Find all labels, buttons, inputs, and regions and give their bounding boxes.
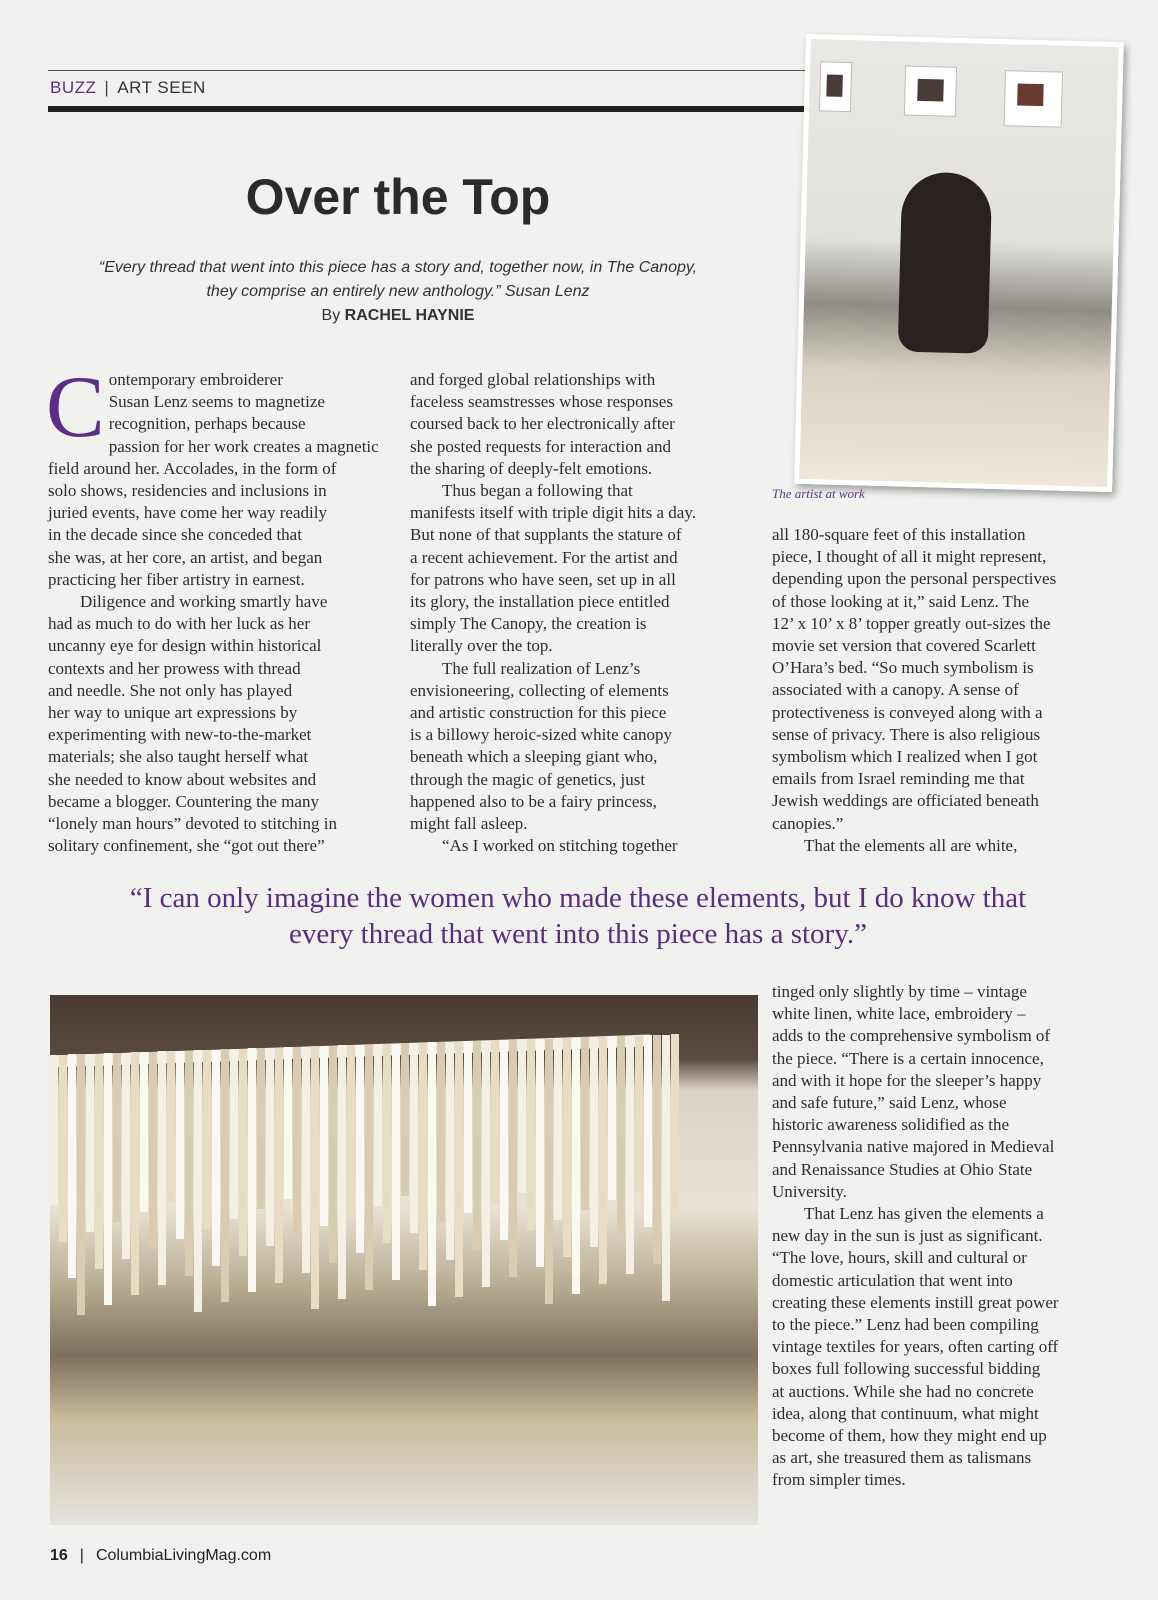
lace-strip [572,1038,580,1294]
lace-strip [104,1053,112,1305]
text-line: solo shows, residencies and inclusions in [48,481,327,501]
text-line: and artistic construction for this piece [410,703,667,723]
lace-strip [401,1043,409,1196]
section-separator: | [104,78,110,97]
lace-strip [203,1050,211,1229]
lace-strip [518,1039,526,1193]
text-line: sense of privacy. There is also religious [772,724,1041,744]
artist-figure [898,171,993,353]
photo-caption: The artist at work [772,486,865,501]
lace-strip [86,1054,94,1232]
dek-line: “Every thread that went into this piece has a story and, together now, in The Canopy, [98,259,698,276]
lace-strip [428,1042,436,1306]
lace-strip [554,1038,562,1220]
lace-strip [563,1038,571,1257]
lace-strip [221,1049,229,1302]
lace-strip [383,1044,391,1243]
column-3-bottom [772,981,1122,1492]
lace-strip [131,1052,139,1295]
text-line: and safe future,” said Lenz, whose [772,1093,1007,1113]
lace-strip [266,1048,274,1246]
text-line: passion for her work creates a magnetic [108,436,379,456]
lace-strip [77,1054,85,1315]
lace-strip [446,1042,454,1260]
lace-strip [248,1048,256,1292]
text-line: white linen, white lace, embroidery – [772,1004,1026,1024]
text-line: its glory, the installation piece entitled [410,592,670,612]
byline-author: RACHEL HAYNIE [344,307,475,324]
lace-strip [644,1035,652,1227]
article-title: Over the Top [245,169,551,225]
wall-frame [1004,70,1063,127]
text-line: historic awareness solidified as the [772,1115,1009,1135]
text-line: ontemporary embroiderer [108,370,283,389]
text-line: 12’ x 10’ x 8’ topper greatly out-sizes the [772,613,1051,633]
lace-strip [275,1048,283,1283]
lace-strip [59,1055,67,1242]
text-line: all 180-square feet of this installation [772,525,1026,544]
lace-strip [158,1051,166,1285]
byline-prefix: By [321,307,341,324]
text-line: O’Hara’s bed. “So much symbolism is [772,658,1034,678]
lace-strip [230,1049,238,1219]
text-line: became a blogger. Countering the many [48,791,319,811]
lace-strip [284,1047,292,1199]
lace-strip [320,1046,328,1226]
pull-quote-line: every thread that went into this piece has a story.” [289,918,867,950]
text-line: had as much to do with her luck as her [48,614,311,634]
lace-strip [50,1055,58,1205]
footer-separator: | [79,1547,84,1564]
wall-frame [819,61,852,112]
column-1 [46,359,408,857]
text-line: beneath which a sleeping giant who, [410,747,658,767]
lace-strip [338,1045,346,1299]
text-line: That Lenz has given the elements a [804,1204,1044,1224]
lace-strip [500,1040,508,1240]
lace-strip [464,1041,472,1213]
lace-strip [167,1051,175,1202]
text-line: from simpler times. [772,1470,906,1490]
text-line: and forged global relationships with [410,370,656,389]
text-line: adds to the comprehensive symbolism of [772,1026,1051,1046]
text-line: her way to unique art expressions by [48,703,298,723]
text-line: the sharing of deeply-felt emotions. [410,458,653,478]
lace-strip [302,1047,310,1273]
text-line: uncanny eye for design within historical [48,636,322,656]
text-line: materials; she also taught herself what [48,747,309,767]
text-line: juried events, have come her way readily [48,503,327,523]
lace-strip [482,1041,490,1287]
text-line: faceless seamstresses whose responses [410,392,673,412]
text-line: the piece. “There is a certain innocence, [772,1048,1044,1068]
lace-strip [653,1035,661,1264]
text-line: symbolism which I realized when I got [772,747,1038,767]
text-line: as art, she treasured them as talismans [772,1448,1032,1468]
text-line: That the elements all are white, [804,835,1018,855]
artist-photo [794,34,1124,492]
drop-cap: C [46,359,105,456]
text-line: domestic articulation that went into [772,1270,1013,1290]
page-footer [50,1547,271,1565]
lace-strip [239,1049,247,1256]
lace-strip [536,1039,544,1267]
lace-strip [608,1036,616,1200]
text-line: associated with a canopy. A sense of [772,680,1019,700]
text-line: Thus began a following that [442,481,633,501]
text-line: The full realization of Lenz’s [442,658,641,678]
text-line: contexts and her prowess with thread [48,658,301,678]
article-dek [48,256,748,304]
lace-strip [293,1047,301,1236]
text-line: she was, at her core, an artist, and began [48,547,323,567]
lace-strip [311,1046,319,1309]
text-line: and needle. She not only has played [48,680,293,700]
section-name: BUZZ [50,78,97,97]
text-line: vintage textiles for years, often carting off [772,1337,1059,1357]
text-line: canopies.” [772,813,844,833]
lace-strip [581,1037,589,1210]
text-line: become of them, how they might end up [772,1426,1047,1446]
text-line: literally over the top. [410,636,553,656]
lace-strip [113,1053,121,1222]
lace-strip [671,1034,679,1217]
lace-strip [95,1054,103,1269]
lace-strip [410,1043,418,1233]
lace-strip [626,1036,634,1274]
lace-strip [662,1035,670,1301]
text-line: manifests itself with triple digit hits a day. [410,503,696,523]
lace-strip [419,1043,427,1270]
text-line: for patrons who have seen, set up in all [410,569,676,589]
text-line: to the piece.” Lenz had been compiling [772,1315,1039,1335]
text-line: depending upon the personal perspectives [772,569,1057,589]
lace-strip [365,1045,373,1290]
text-line: “lonely man hours” devoted to stitching in [48,814,337,834]
lace-strip [590,1037,598,1247]
text-line: through the magic of genetics, just [410,769,646,789]
page-number: 16 [50,1547,68,1564]
text-line: Diligence and working smartly have [80,592,328,612]
text-line: movie set version that covered Scarlett [772,636,1036,656]
lace-strip [257,1048,265,1209]
text-line: solitary confinement, she “got out there” [48,836,325,856]
lace-strip [347,1045,355,1216]
text-line: Susan Lenz seems to magnetize [108,392,325,412]
text-line: in the decade since she conceded that [48,525,302,545]
text-line: of those looking at it,” said Lenz. The [772,591,1029,611]
text-line: simply The Canopy, the creation is [410,614,647,634]
text-line: a recent achievement. For the artist and [410,547,678,567]
text-line: practicing her fiber artistry in earnest. [48,569,305,589]
lace-strip [527,1039,535,1230]
lace-strip [212,1050,220,1266]
lace-strip [491,1040,499,1203]
text-line: experimenting with new-to-the-market [48,725,312,745]
text-line: Pennsylvania native majored in Medieval [772,1137,1055,1157]
lace-strip [509,1040,517,1277]
text-line: might fall asleep. [410,814,528,834]
text-line: emails from Israel reminding me that [772,769,1025,789]
lace-strip [545,1039,553,1304]
text-line: recognition, perhaps because [108,414,306,434]
text-line: But none of that supplants the stature of [410,525,682,545]
text-line: protectiveness is conveyed along with a [772,702,1043,722]
pull-quote-line: “I can only imagine the women who made these elements, but I do know that [129,882,1027,914]
dek-line: they comprise an entirely new anthology.” Susan Lenz [206,283,590,300]
lace-strip [473,1041,481,1250]
column-3-top [772,524,1122,857]
text-line: tinged only slightly by time – vintage [772,982,1027,1001]
lace-strip [374,1044,382,1206]
lace-strip [617,1036,625,1237]
text-line: field around her. Accolades, in the form of [48,458,337,478]
text-line: she needed to know about websites and [48,769,317,789]
top-rule [48,70,843,71]
lace-strip [140,1052,148,1212]
text-line: envisioneering, collecting of elements [410,680,669,700]
lace-strip [194,1050,202,1312]
text-line: she posted requests for interaction and [410,436,672,456]
lace-strip [356,1045,364,1253]
text-line: Jewish weddings are officiated beneath [772,791,1039,811]
lace-strip [599,1037,607,1284]
text-line: happened also to be a fairy princess, [410,791,657,811]
lace-strip [455,1042,463,1297]
lace-strip [329,1046,337,1263]
section-label [50,78,206,98]
text-line: idea, along that continuum, what might [772,1403,1039,1423]
text-line: piece, I thought of all it might represent, [772,547,1047,567]
text-line: boxes full following successful bidding [772,1359,1041,1379]
text-line: creating these elements instill great power [772,1292,1059,1312]
text-line: is a billowy heroic-sized white canopy [410,725,673,745]
lace-strip [437,1042,445,1223]
text-line: “The love, hours, skill and cultural or [772,1248,1027,1268]
lace-strip [149,1052,157,1249]
header-bar [48,106,843,112]
text-line: new day in the sun is just as significant. [772,1226,1043,1246]
canopy-photo [50,995,758,1525]
pull-quote [48,880,1108,952]
lace-strip [176,1051,184,1239]
text-line: “As I worked on stitching together [442,836,678,856]
subsection-name: ART SEEN [117,78,206,97]
lace-strip [68,1054,76,1278]
lace-strip [635,1036,643,1191]
lace-strip [122,1053,130,1259]
text-line: and Renaissance Studies at Ohio State [772,1159,1033,1179]
wall-frame [904,66,957,117]
footer-site: ColumbiaLivingMag.com [95,1547,272,1564]
column-2 [410,369,750,857]
lace-strip [185,1051,193,1276]
text-line: and with it hope for the sleeper’s happy [772,1070,1042,1090]
text-line: coursed back to her electronically after [410,414,675,434]
lace-strip [392,1044,400,1280]
text-line: at auctions. While she had no concrete [772,1381,1034,1401]
byline [48,307,748,325]
text-line: University. [772,1181,847,1201]
